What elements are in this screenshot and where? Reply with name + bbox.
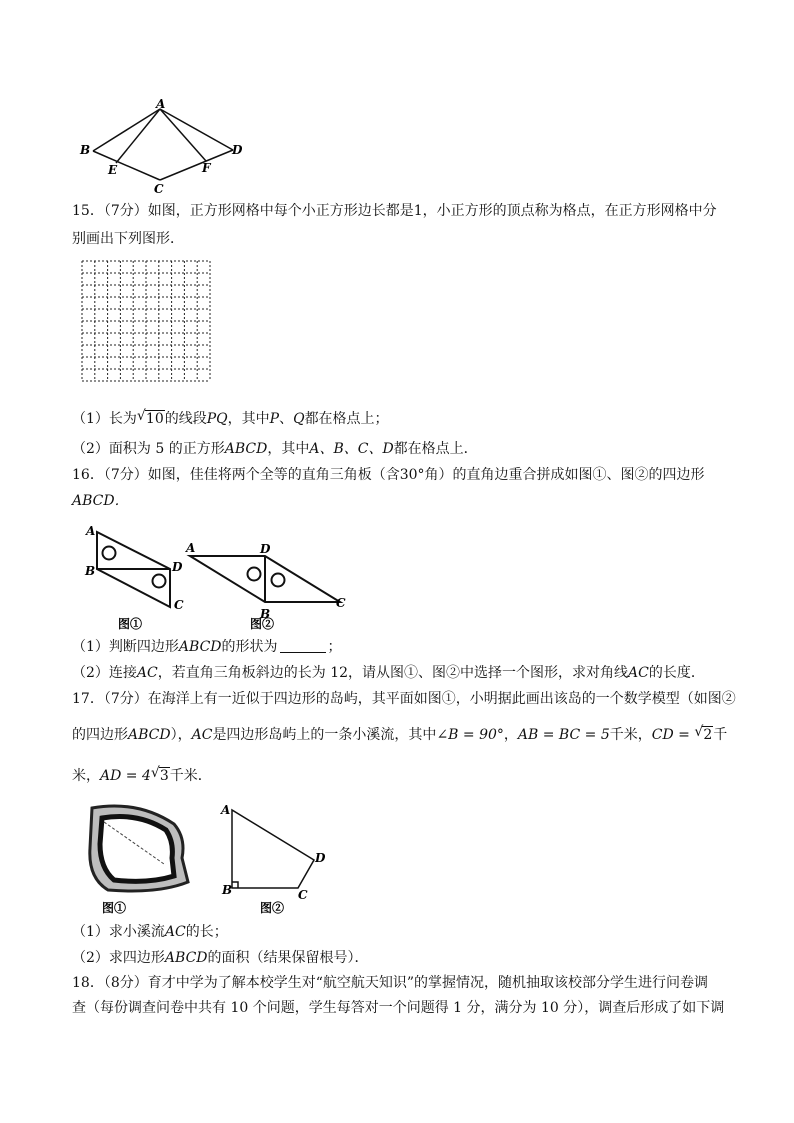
q17-text: 米， (72, 768, 100, 784)
fig2-label-a: A (221, 803, 231, 817)
q16-part1 (72, 637, 342, 657)
sqrt-2: √ 2 (694, 724, 713, 743)
quad-abcd: ABCD (178, 639, 222, 655)
q17-stem-line2 (72, 725, 727, 745)
q18-stem-line2: 查（每份调查问卷中共有 10 个问题，学生每答对一个问题得 1 分，满分为 10 分），调查后形成了如下调 (72, 1000, 725, 1016)
stream-ac: AC (191, 727, 213, 743)
q17-part1-text: （1）求小溪流 (72, 924, 165, 940)
q17-part2 (72, 948, 369, 968)
diagonal-ac: AC (136, 665, 158, 681)
point-p: P (269, 411, 280, 427)
stream-ac: AC (164, 924, 186, 940)
q17-stem-line3 (72, 766, 212, 786)
q15-part1-text: ，其中 (227, 411, 270, 427)
q15-part1 (72, 409, 389, 429)
q16-part2 (72, 663, 705, 683)
q16-part2-text: 的长度． (648, 665, 705, 681)
fig1-label-d: D (172, 560, 183, 574)
q17-part2-text: （2）求四边形 (72, 950, 165, 966)
q15-part1-text: 都在格点上； (304, 411, 389, 427)
q18-stem-line1: 18．（8分）育才中学为了解本校学生对“航空航天知识”的掌握情况，随机抽取该校部分学生进行问卷调 (72, 975, 709, 991)
q17-text: ， (503, 727, 518, 743)
fig2-caption: 图② (260, 901, 285, 915)
q16-stem-line1: 16．（7分）如图，佳佳将两个全等的直角三角板（含30°角）的直角边重合拼成如图①、图②的四边形 (72, 467, 705, 483)
equation-ab-bc: AB = BC = 5 (517, 727, 610, 743)
q17-figures (78, 798, 330, 918)
equation-ad: AD = 4 (100, 768, 151, 784)
square-abcd: ABCD (224, 441, 268, 457)
q16-stem-line2: ABCD． (72, 493, 129, 509)
q17-text: ）， (170, 727, 192, 743)
q15-part1-text: 的线段 (164, 411, 207, 427)
points-abcd: A、B、C、D (309, 441, 394, 457)
fig2-label-c: C (336, 596, 346, 610)
q16-part2-text: （2）连接 (72, 665, 137, 681)
vertex-label-b: B (80, 143, 91, 157)
q17-text: 是四边形岛屿上的一条小溪流，其中 (212, 727, 437, 743)
q16-part1-text: ； (327, 639, 342, 655)
quad-abcd: ABCD (128, 727, 171, 743)
sqrt-10: √ 10 (136, 408, 164, 427)
q15-part2-text: ，其中 (267, 441, 310, 457)
fig2-label-c: C (298, 888, 308, 902)
q17-text: 的四边形 (72, 727, 128, 743)
q15-part1-text: （1）长为 (72, 411, 137, 427)
q17-part1 (72, 922, 228, 942)
vertex-label-d: D (232, 143, 243, 157)
radicand-10: 10 (145, 411, 164, 427)
fig1-label-c: C (174, 598, 184, 612)
fig2-label-d: D (260, 542, 271, 556)
q16-part1-text: 的形状为 (221, 639, 278, 655)
q17-text: 千 (713, 727, 728, 743)
q15-part2-text: （2）面积为 5 的正方形 (72, 441, 225, 457)
point-label-e: E (108, 163, 118, 177)
fig2-label-b: B (260, 607, 271, 621)
equation-cd: CD = (651, 727, 695, 743)
fig2-caption: 图② (250, 617, 275, 631)
q15-part1-text: 、 (279, 411, 294, 427)
q15-stem-line1: 15．（7分）如图，正方形网格中每个小正方形边长都是1，小正方形的顶点称为格点，在正方形网格中分 (72, 203, 717, 219)
radicand-2: 2 (703, 727, 713, 743)
fig1-label-a: A (86, 524, 96, 538)
fig1-caption: 图① (118, 617, 143, 631)
diagonal-ac: AC (628, 665, 649, 681)
rhombus-figure (78, 98, 248, 194)
q17-text: 千米． (169, 768, 212, 784)
island-sketch (90, 806, 188, 891)
q15-part2 (72, 439, 478, 459)
vertex-label-a: A (156, 98, 166, 111)
q17-stem-line1: 17．（7分）在海洋上有一近似于四边形的岛屿，其平面如图①，小明据此画出该岛的一个数学模型（如图② (72, 691, 736, 707)
q16-part2-text: ，若直角三角板斜边的长为 12，请从图①、图②中选择一个图形，求对角线 (157, 665, 629, 681)
sqrt-3: √ 3 (150, 765, 169, 784)
quad-abcd: ABCD (164, 950, 208, 966)
fig1-caption: 图① (102, 901, 127, 915)
q16-part1-text: （1）判断四边形 (72, 639, 179, 655)
point-q: Q (293, 411, 305, 427)
q15-part2-text: 都在格点上． (393, 441, 478, 457)
q17-part2-text: 的面积（结果保留根号）． (207, 950, 369, 966)
angle-b: ∠B = 90° (436, 727, 504, 743)
segment-pq: PQ (206, 411, 228, 427)
q17-text: 千米， (609, 727, 652, 743)
fig2-label-b: B (222, 883, 233, 897)
fig1-label-b: B (85, 564, 96, 578)
point-label-f: F (202, 161, 211, 175)
q17-part1-text: 的长； (185, 924, 228, 940)
fig2-label-a: A (186, 541, 196, 555)
q15-stem-line2: 别画出下列图形． (72, 231, 184, 247)
fig2-label-d: D (315, 851, 326, 865)
vertex-label-c: C (154, 182, 164, 194)
square-grid-figure (80, 259, 214, 385)
answer-blank (280, 638, 326, 653)
q16-figures (80, 516, 360, 634)
radicand-3: 3 (159, 768, 169, 784)
